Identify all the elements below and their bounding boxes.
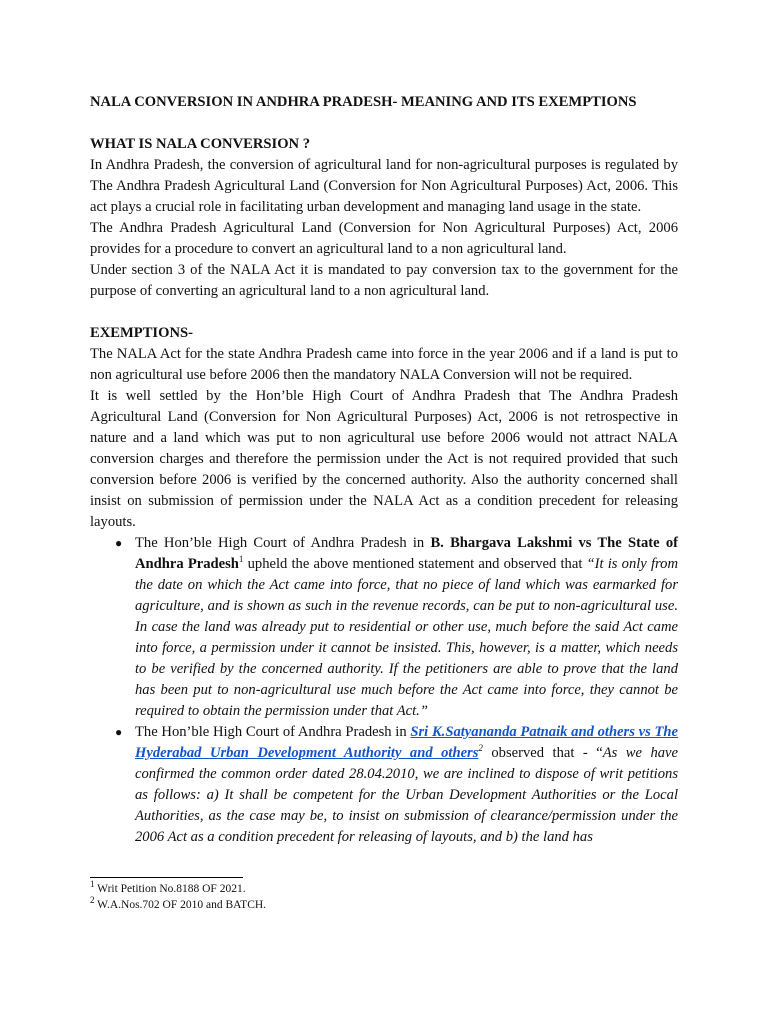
section-heading-exemptions: EXEMPTIONS- bbox=[90, 325, 193, 341]
paragraph: The Andhra Pradesh Agricultural Land (Conversion for Non Agricultural Purposes) Act, 2006 provides for a procedure to convert an agricultural land to a non agricultural land. bbox=[90, 220, 678, 257]
text: observed that - “ bbox=[482, 745, 603, 761]
footnote-divider bbox=[90, 877, 243, 878]
section-heading-what-is: WHAT IS NALA CONVERSION ? bbox=[90, 136, 311, 152]
bullet-icon: ● bbox=[115, 725, 123, 739]
bullet-icon: ● bbox=[115, 536, 123, 550]
paragraph: It is well settled by the Hon’ble High Court of Andhra Pradesh that The Andhra Pradesh Agricultural Land (Conversion for Non Agricultural Purposes) Act, 2006 is not retrospective in nature and a land which was put to non agricultural use before 2006 would not attract NALA conversion charges and therefore the permission under the Act is not required provided that such conversion before 2006 is verified by the concerned authority. Also the authority concerned shall insist on submission of permission under the NALA Act as a condition precedent for releasing layouts. bbox=[90, 388, 678, 530]
footnote-text: Writ Petition No.8188 OF 2021. bbox=[97, 883, 246, 895]
quote: As we have confirmed the common order dated 28.04.2010, we are inclined to dispose of writ petitions as follows: a) It shall be competent for the Urban Development Authorities or the Local Authorities, as the case may be, to insist on submission of clearance/permission under the 2006 Act as a condition precedent for releasing of layouts, and b) the land has bbox=[135, 745, 678, 845]
paragraph: In Andhra Pradesh, the conversion of agricultural land for non-agricultural purposes is regulated by The Andhra Pradesh Agricultural Land (Conversion for Non Agricultural Purposes) Act, 2006. This act plays a crucial role in facilitating urban development and managing land usage in the state. bbox=[90, 157, 678, 215]
list-item bbox=[90, 533, 678, 722]
footnote-ref[interactable]: 2 bbox=[478, 743, 483, 754]
paragraph: Under section 3 of the NALA Act it is mandated to pay conversion tax to the government for the purpose of converting an agricultural land to a non agricultural land. bbox=[90, 262, 678, 299]
quote: “It is only from the date on which the Act came into force, that no piece of land which was earmarked for agriculture, and is shown as such in the revenue records, can be put to non-agricultural use. In case the land was already put to residential or other use, much before the said Act came into force, a permission under it cannot be insisted. This, however, is a matter, which needs to be verified by the concerned authority. If the petitioners are able to prove that the land has been put to non-agricultural use much before the Act came into force, they cannot be required to obtain the permission under that Act.” bbox=[135, 556, 678, 719]
footnote bbox=[90, 879, 246, 896]
footnote bbox=[90, 895, 267, 912]
footnote-number: 2 bbox=[90, 895, 95, 906]
document-title: NALA CONVERSION IN ANDHRA PRADESH- MEANING AND ITS EXEMPTIONS bbox=[90, 94, 637, 110]
document-page bbox=[90, 92, 678, 848]
case-list bbox=[90, 533, 678, 848]
paragraph: The NALA Act for the state Andhra Pradesh came into force in the year 2006 and if a land is put to non agricultural use before 2006 then the mandatory NALA Conversion will not be required. bbox=[90, 346, 678, 383]
text: upheld the above mentioned statement and observed that bbox=[243, 556, 587, 572]
list-item bbox=[90, 722, 678, 848]
footnote-text: W.A.Nos.702 OF 2010 and BATCH. bbox=[97, 899, 267, 911]
text: The Hon’ble High Court of Andhra Pradesh in bbox=[135, 535, 431, 551]
text: The Hon’ble High Court of Andhra Pradesh in bbox=[135, 724, 411, 740]
footnote-ref[interactable]: 1 bbox=[238, 554, 244, 565]
footnote-number: 1 bbox=[90, 879, 95, 890]
case-name: B. Bhargava Lakshmi vs The State of Andhra Pradesh bbox=[135, 535, 678, 572]
case-link[interactable]: Sri K.Satyananda Patnaik and others vs The Hyderabad Urban Development Authority and others bbox=[135, 724, 678, 761]
